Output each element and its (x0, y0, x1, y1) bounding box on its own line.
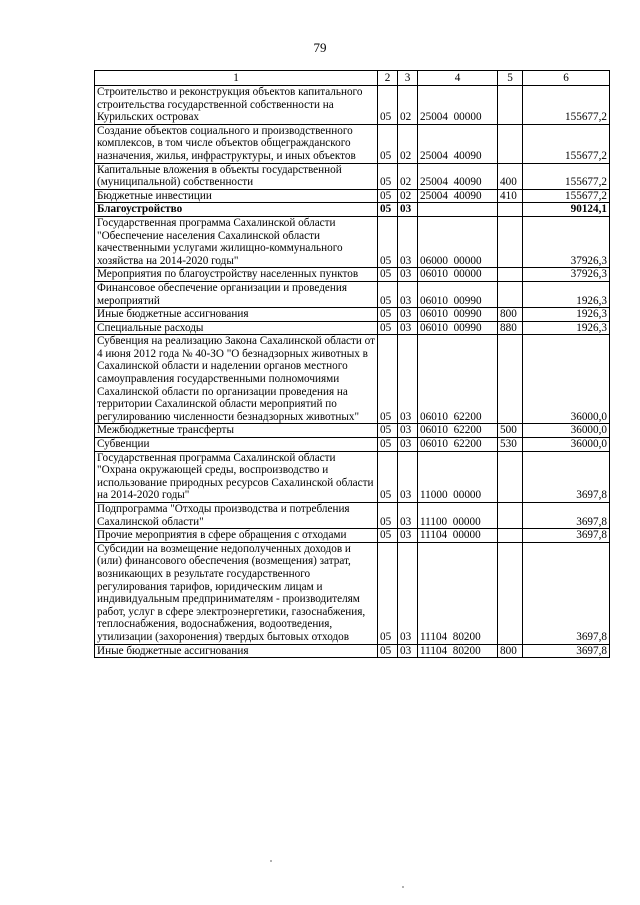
table-row (95, 86, 610, 125)
row-target-article: 06010 62200 (418, 438, 498, 452)
row-subsection: 03 (398, 424, 418, 438)
table-row (95, 216, 610, 267)
row-subsection: 03 (398, 451, 418, 502)
row-expense-type (498, 124, 523, 163)
budget-table (94, 70, 610, 658)
row-name: Мероприятия по благоустройству населенных пунктов (95, 268, 378, 282)
row-target-article: 06010 00000 (418, 268, 498, 282)
row-name: Межбюджетные трансферты (95, 424, 378, 438)
header-col-6: 6 (523, 71, 610, 86)
row-section: 05 (378, 124, 398, 163)
row-amount: 3697,8 (523, 644, 610, 658)
row-expense-type (498, 281, 523, 307)
row-expense-type (498, 451, 523, 502)
scan-speck (270, 860, 272, 862)
table-row (95, 542, 610, 644)
row-subsection: 03 (398, 529, 418, 543)
row-name: Иные бюджетные ассигнования (95, 308, 378, 322)
row-target-article: 11000 00000 (418, 451, 498, 502)
row-expense-type (498, 542, 523, 644)
row-expense-type: 410 (498, 189, 523, 203)
row-amount: 90124,1 (523, 203, 610, 217)
row-amount: 155677,2 (523, 124, 610, 163)
row-section: 05 (378, 86, 398, 125)
table-row (95, 451, 610, 502)
row-subsection: 03 (398, 281, 418, 307)
budget-table-body (95, 71, 610, 658)
row-name: Государственная программа Сахалинской области "Обеспечение населения Сахалинской области качественными услугами жилищно-коммунального хозяйства на 2014-2020 годы" (95, 216, 378, 267)
row-name: Благоустройство (95, 203, 378, 217)
row-subsection: 02 (398, 86, 418, 125)
table-row (95, 503, 610, 529)
row-section: 05 (378, 424, 398, 438)
row-target-article: 25004 40090 (418, 163, 498, 189)
row-target-article (418, 203, 498, 217)
row-expense-type (498, 203, 523, 217)
table-row (95, 281, 610, 307)
row-expense-type (498, 86, 523, 125)
row-amount: 1926,3 (523, 321, 610, 335)
row-name: Субсидии на возмещение недополученных доходов и (или) финансового обеспечения (возмещения) затрат, возникающих в результате государственного регулирования тарифов, юридическим лицам и индивидуальным предпринимателям - производителям работ, услуг в сфере электроэнергетики, газоснабжения, теплоснабжения, водоснабжения, водоотведения, утилизации (захоронения) твердых бытовых отходов (95, 542, 378, 644)
row-name: Прочие мероприятия в сфере обращения с отходами (95, 529, 378, 543)
row-amount: 1926,3 (523, 281, 610, 307)
row-expense-type (498, 503, 523, 529)
row-expense-type (498, 216, 523, 267)
row-section: 05 (378, 335, 398, 424)
row-amount: 37926,3 (523, 268, 610, 282)
row-subsection: 02 (398, 163, 418, 189)
row-subsection: 02 (398, 124, 418, 163)
row-target-article: 11104 80200 (418, 542, 498, 644)
row-subsection: 03 (398, 335, 418, 424)
header-col-1: 1 (95, 71, 378, 86)
row-name: Субвенция на реализацию Закона Сахалинской области от 4 июня 2012 года № 40-ЗО "О безнадзорных животных в Сахалинской области и наделении органов местного самоуправления государственными полномочиями Сахалинской области по организации проведения на территории Сахалинской области мероприятий по регулированию численности безнадзорных животных" (95, 335, 378, 424)
row-target-article: 11104 00000 (418, 529, 498, 543)
row-expense-type (498, 335, 523, 424)
row-subsection: 03 (398, 308, 418, 322)
row-amount: 155677,2 (523, 86, 610, 125)
row-name: Иные бюджетные ассигнования (95, 644, 378, 658)
row-section: 05 (378, 542, 398, 644)
row-subsection: 02 (398, 189, 418, 203)
row-name: Государственная программа Сахалинской области "Охрана окружающей среды, воспроизводство и использование природных ресурсов Сахалинской области на 2014-2020 годы" (95, 451, 378, 502)
table-row (95, 644, 610, 658)
row-target-article: 06010 62200 (418, 335, 498, 424)
table-row (95, 308, 610, 322)
row-section: 05 (378, 216, 398, 267)
row-target-article: 06010 00990 (418, 308, 498, 322)
row-section: 05 (378, 308, 398, 322)
header-col-2: 2 (378, 71, 398, 86)
row-section: 05 (378, 529, 398, 543)
header-row (95, 71, 610, 86)
row-amount: 155677,2 (523, 189, 610, 203)
row-expense-type: 500 (498, 424, 523, 438)
row-name: Специальные расходы (95, 321, 378, 335)
row-amount: 3697,8 (523, 529, 610, 543)
row-target-article: 11104 80200 (418, 644, 498, 658)
header-col-3: 3 (398, 71, 418, 86)
table-row (95, 268, 610, 282)
row-expense-type (498, 268, 523, 282)
row-target-article: 11100 00000 (418, 503, 498, 529)
table-row (95, 424, 610, 438)
table-row (95, 321, 610, 335)
row-expense-type: 800 (498, 644, 523, 658)
row-amount: 3697,8 (523, 503, 610, 529)
row-name: Создание объектов социального и производственного комплексов, в том числе объектов общегражданского назначения, жилья, инфраструктуры, и иных объектов (95, 124, 378, 163)
row-amount: 37926,3 (523, 216, 610, 267)
table-row (95, 529, 610, 543)
row-target-article: 25004 00000 (418, 86, 498, 125)
table-row (95, 335, 610, 424)
scan-speck (402, 886, 404, 888)
row-name: Подпрограмма "Отходы производства и потребления Сахалинской области" (95, 503, 378, 529)
row-name: Финансовое обеспечение организации и проведения мероприятий (95, 281, 378, 307)
row-name: Субвенции (95, 438, 378, 452)
row-expense-type (498, 529, 523, 543)
row-section: 05 (378, 438, 398, 452)
row-subsection: 03 (398, 321, 418, 335)
row-amount: 36000,0 (523, 438, 610, 452)
row-subsection: 03 (398, 268, 418, 282)
row-name: Капитальные вложения в объекты государственной (муниципальной) собственности (95, 163, 378, 189)
row-section: 05 (378, 503, 398, 529)
row-section: 05 (378, 451, 398, 502)
row-amount: 36000,0 (523, 424, 610, 438)
row-expense-type: 800 (498, 308, 523, 322)
row-amount: 3697,8 (523, 542, 610, 644)
row-subsection: 03 (398, 644, 418, 658)
row-expense-type: 400 (498, 163, 523, 189)
table-row (95, 163, 610, 189)
row-section: 05 (378, 644, 398, 658)
header-col-5: 5 (498, 71, 523, 86)
row-target-article: 06010 00990 (418, 281, 498, 307)
row-expense-type: 880 (498, 321, 523, 335)
table-row (95, 203, 610, 217)
row-section: 05 (378, 163, 398, 189)
row-section: 05 (378, 189, 398, 203)
row-subsection: 03 (398, 203, 418, 217)
row-target-article: 06010 00990 (418, 321, 498, 335)
row-target-article: 06000 00000 (418, 216, 498, 267)
row-section: 05 (378, 203, 398, 217)
row-subsection: 03 (398, 438, 418, 452)
row-name: Строительство и реконструкция объектов капитального строительства государственной собственности на Курильских островах (95, 86, 378, 125)
row-expense-type: 530 (498, 438, 523, 452)
row-subsection: 03 (398, 503, 418, 529)
row-target-article: 06010 62200 (418, 424, 498, 438)
row-amount: 155677,2 (523, 163, 610, 189)
row-target-article: 25004 40090 (418, 189, 498, 203)
row-section: 05 (378, 268, 398, 282)
table-row (95, 438, 610, 452)
row-section: 05 (378, 321, 398, 335)
row-amount: 3697,8 (523, 451, 610, 502)
table-row (95, 189, 610, 203)
row-target-article: 25004 40090 (418, 124, 498, 163)
header-col-4: 4 (418, 71, 498, 86)
table-row (95, 124, 610, 163)
row-amount: 1926,3 (523, 308, 610, 322)
row-subsection: 03 (398, 542, 418, 644)
row-name: Бюджетные инвестиции (95, 189, 378, 203)
page-number: 79 (313, 40, 327, 55)
row-subsection: 03 (398, 216, 418, 267)
row-section: 05 (378, 281, 398, 307)
row-amount: 36000,0 (523, 335, 610, 424)
